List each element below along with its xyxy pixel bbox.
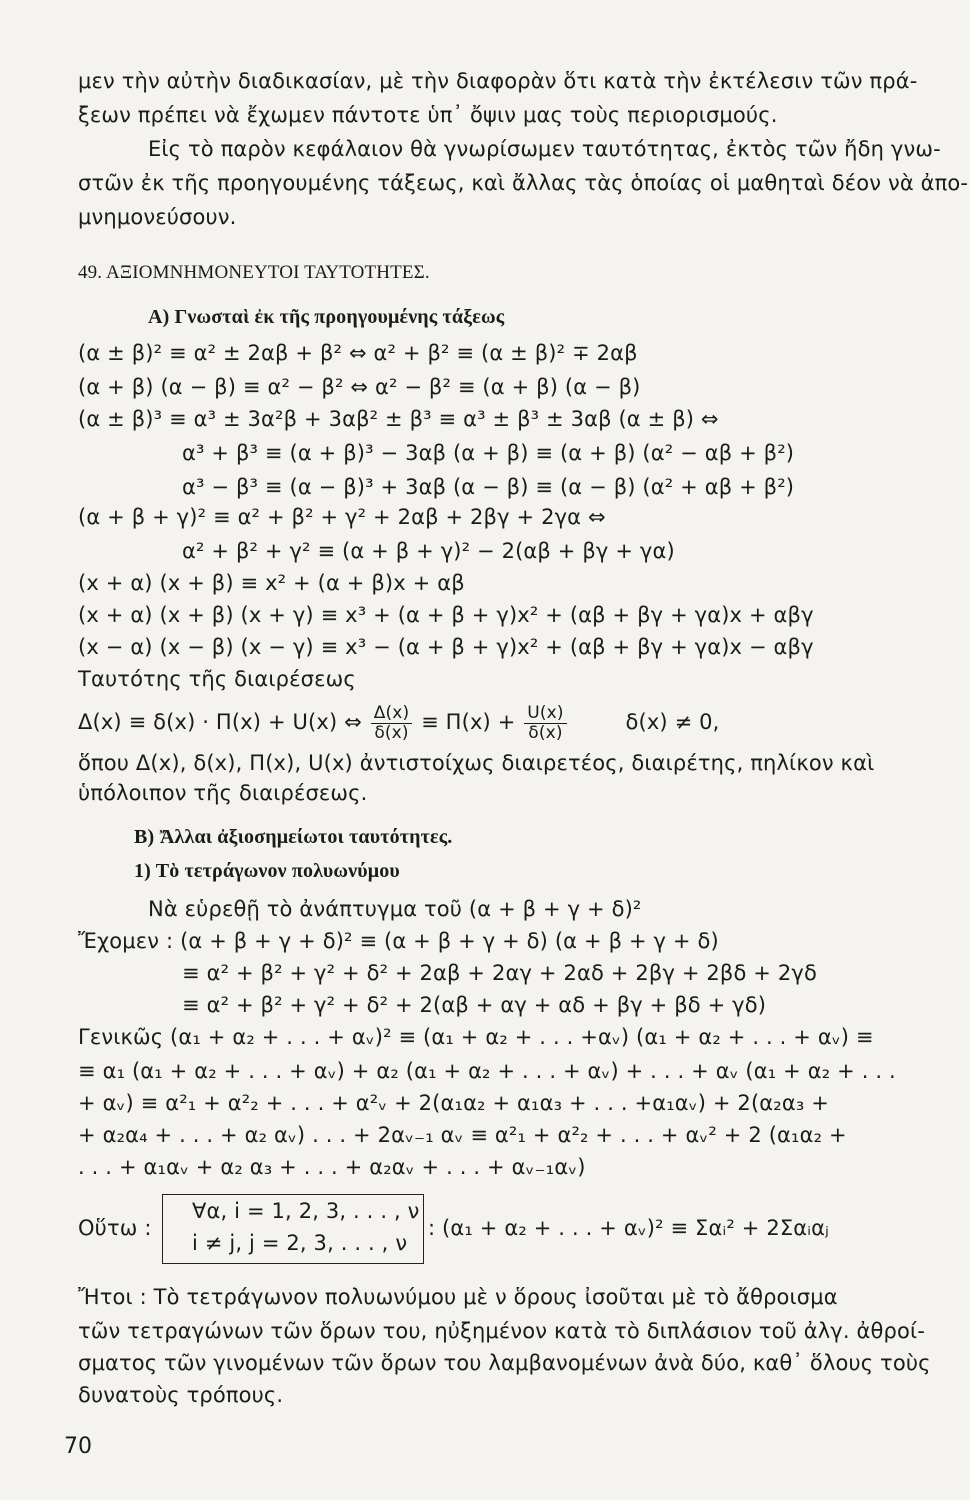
identity-line: (α ± β)² ≡ α² ± 2αβ + β² ⇔ α² + β² ≡ (α ± β)² ∓ 2αβ [78, 341, 638, 365]
identity-line: α³ − β³ ≡ (α − β)³ + 3αβ (α − β) ≡ (α − β) (α² + αβ + β²) [182, 475, 795, 499]
intro-line-1: μεν τὴν αὐτὴν διαδικασίαν, μὲ τὴν διαφορὰν ὅτι κατὰ τὴν ἐκτέλεσιν τῶν πρά- [78, 69, 918, 93]
box-line-1: ∀α, i = 1, 2, 3, . . . , ν [192, 1199, 420, 1223]
identity-line: (α + β + γ)² ≡ α² + β² + γ² + 2αβ + 2βγ + 2γα ⇔ [78, 505, 606, 529]
square-line: + αᵥ) ≡ α²₁ + α²₂ + . . . + α²ᵥ + 2(α₁α₂ + α₁α₃ + . . . +α₁αᵥ) + 2(α₂α₃ + [78, 1091, 829, 1115]
summary-formula: : (α₁ + α₂ + . . . + αᵥ)² ≡ Σαᵢ² + 2Σαᵢαⱼ [428, 1216, 829, 1240]
identity-line: (α ± β)³ ≡ α³ ± 3α²β + 3αβ² ± β³ ≡ α³ ± β³ ± 3αβ (α ± β) ⇔ [78, 407, 719, 431]
subsection-b-title: Β) Ἄλλαι ἀξιοσημείωτοι ταυτότητες. [134, 826, 453, 848]
intro-line-3: Εἰς τὸ παρὸν κεφάλαιον θὰ γνωρίσωμεν ταυτότητας, ἐκτὸς τῶν ἤδη γνω- [148, 137, 941, 161]
section-title: 49. ΑΞΙΟΜΝΗΜΟΝΕΥΤΟΙ ΤΑΥΤΟΤΗΤΕΣ. [78, 262, 430, 283]
square-line: Ἔχομεν : (α + β + γ + δ)² ≡ (α + β + γ + δ) (α + β + γ + δ) [78, 929, 719, 953]
intro-line-4: στῶν ἐκ τῆς προηγουμένης τάξεως, καὶ ἄλλας τὰς ὁποίας οἱ μαθηταὶ δέον νὰ ἀπο- [78, 171, 969, 195]
box-line-2: i ≠ j, j = 2, 3, . . . , ν [192, 1231, 408, 1255]
square-line: ≡ α₁ (α₁ + α₂ + . . . + αᵥ) + α₂ (α₁ + α₂ + . . . + αᵥ) + . . . + αᵥ (α₁ + α₂ + . . . [78, 1059, 896, 1083]
identity-line: (x − α) (x − β) (x − γ) ≡ x³ − (α + β + γ)x² + (αβ + βγ + γα)x − αβγ [78, 635, 814, 659]
conclusion-line-4: δυνατοὺς τρόπους. [78, 1383, 284, 1407]
identity-line: (x + α) (x + β) (x + γ) ≡ x³ + (α + β + γ)x² + (αβ + βγ + γα)x + αβγ [78, 603, 814, 627]
square-line: . . . + α₁αᵥ + α₂ α₃ + . . . + α₂αᵥ + . . . + αᵥ₋₁αᵥ) [78, 1155, 586, 1179]
fraction-1-denominator: δ(x) [374, 722, 409, 743]
conclusion-line-2: τῶν τετραγώνων τῶν ὅρων του, ηὐξημένον κατὰ τὸ διπλάσιον τοῦ ἀλγ. ἀθροί- [78, 1319, 925, 1343]
division-note-1: ὅπου Δ(x), δ(x), Π(x), U(x) ἀντιστοίχως διαιρετέος, διαιρέτης, πηλίκον καὶ [78, 751, 875, 775]
intro-line-2: ξεων πρέπει νὰ ἔχωμεν πάντοτε ὑπ᾽ ὄψιν μας τοὺς περιορισμούς. [78, 103, 778, 127]
square-line: ≡ α² + β² + γ² + δ² + 2αβ + 2αγ + 2αδ + 2βγ + 2βδ + 2γδ [182, 961, 817, 985]
square-line: Γενικῶς (α₁ + α₂ + . . . + αᵥ)² ≡ (α₁ + α₂ + . . . +αᵥ) (α₁ + α₂ + . . . + αᵥ) ≡ [78, 1025, 874, 1049]
fraction-2-numerator: U(x) [524, 704, 566, 724]
fraction-2-denominator: δ(x) [528, 722, 563, 743]
subsection-a-title: Α) Γνωσταὶ ἐκ τῆς προηγουμένης τάξεως [148, 306, 505, 328]
division-condition: δ(x) ≠ 0, [625, 710, 720, 734]
intro-line-5: μνημονεύσουν. [78, 205, 237, 229]
identity-line: α³ + β³ ≡ (α + β)³ − 3αβ (α + β) ≡ (α + β) (α² − αβ + β²) [182, 441, 795, 465]
fraction-1-numerator: Δ(x) [371, 704, 413, 724]
fraction-1 [371, 704, 413, 743]
subsection-b1-title: 1) Τὸ τετράγωνον πολυωνύμου [134, 860, 400, 882]
division-identity [78, 700, 719, 744]
identity-line: (α + β) (α − β) ≡ α² − β² ⇔ α² − β² ≡ (α + β) (α − β) [78, 375, 641, 399]
square-line: ≡ α² + β² + γ² + δ² + 2(αβ + αγ + αδ + βγ + βδ + γδ) [182, 993, 767, 1017]
division-left: Δ(x) ≡ δ(x) · Π(x) + U(x) ⇔ [78, 710, 362, 734]
conclusion-line-1: Ἤτοι : Τὸ τετράγωνον πολυωνύμου μὲ ν ὅρους ἰσοῦται μὲ τὸ ἄθροισμα [78, 1285, 838, 1309]
page-number: 70 [64, 1434, 92, 1459]
conclusion-line-3: σματος τῶν γινομένων τῶν ὅρων του λαμβανομένων ἀνὰ δύο, καθ᾽ ὅλους τοὺς [78, 1351, 931, 1375]
square-line: + α₂α₄ + . . . + α₂ αᵥ) . . . + 2αᵥ₋₁ αᵥ ≡ α²₁ + α²₂ + . . . + αᵥ² + 2 (α₁α₂ + [78, 1123, 847, 1147]
division-mid: ≡ Π(x) + [421, 710, 516, 734]
square-line: Νὰ εὑρεθῇ τὸ ἀνάπτυγμα τοῦ (α + β + γ + δ)² [148, 897, 642, 921]
identity-line: (x + α) (x + β) ≡ x² + (α + β)x + αβ [78, 571, 465, 595]
division-note-2: ὑπόλοιπον τῆς διαιρέσεως. [78, 781, 368, 805]
fraction-2 [524, 704, 566, 743]
outo-label: Οὕτω : [78, 1216, 152, 1240]
division-title: Ταυτότης τῆς διαιρέσεως [78, 667, 356, 691]
identity-line: α² + β² + γ² ≡ (α + β + γ)² − 2(αβ + βγ + γα) [182, 539, 675, 563]
